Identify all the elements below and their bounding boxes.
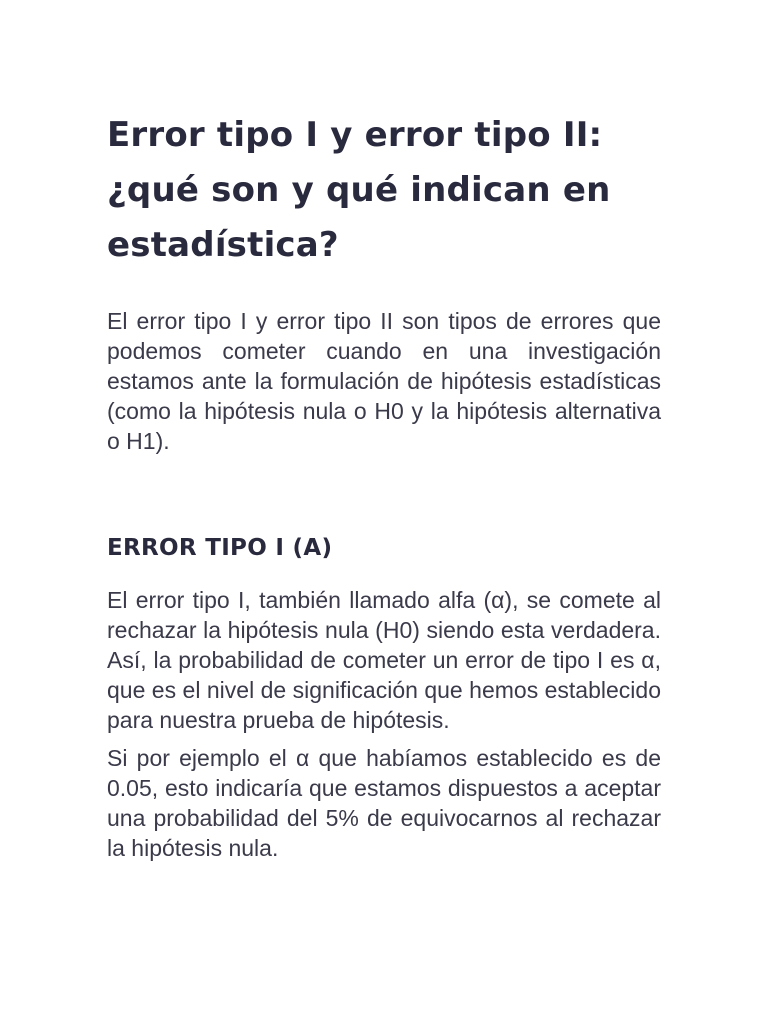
section-heading-error-tipo-i: ERROR TIPO I (A) [107,535,333,561]
section-paragraph: El error tipo I, también llamado alfa (α), se comete al rechazar la hipótesis nula (H0) siendo esta verdadera. Así, la probabilidad de cometer un error de tipo I es α, que es el nivel de significación que hemos establecido para nuestra prueba de hipótesis. [107,587,661,733]
article [107,108,661,863]
article-title: Error tipo I y error tipo II: ¿qué son y qué indican en estadística? [107,115,611,265]
section-paragraph: Si por ejemplo el α que habíamos establecido es de 0.05, esto indicaría que estamos dispuestos a aceptar una probabilidad del 5% de equivocarnos al rechazar la hipótesis nula. [107,745,661,861]
intro-paragraph: El error tipo I y error tipo II son tipos de errores que podemos cometer cuando en una investigación estamos ante la formulación de hipótesis estadísticas (como la hipótesis nula o H0 y la hipótesis alternativa o H1). [107,308,661,454]
